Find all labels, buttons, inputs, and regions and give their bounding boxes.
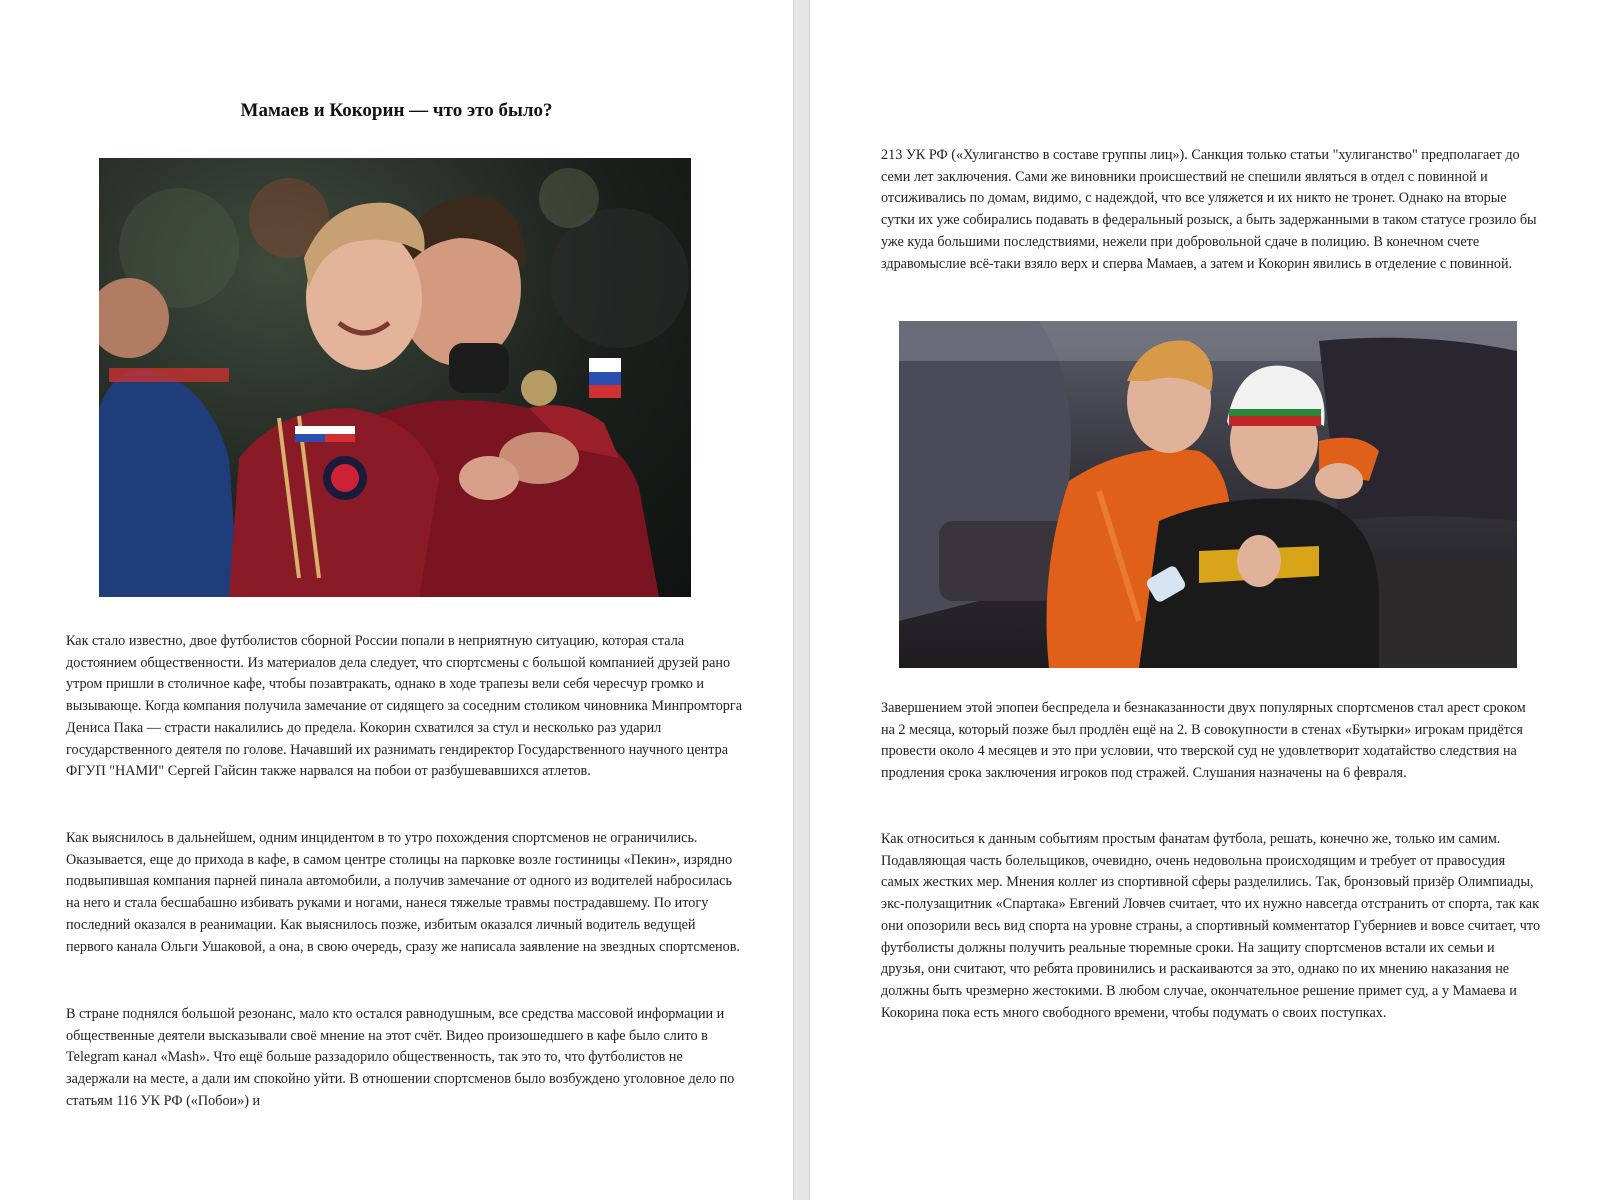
- article-title: Мамаев и Кокорин — что это было?: [240, 100, 553, 121]
- document-page-right: [810, 0, 1600, 1200]
- article-paragraph: Как выяснилось в дальнейшем, одним инцидентом в то утро похождения спортсменов не ограничились. Оказывается, еще до прихода в кафе, в самом центре столицы на парковке возле гостиницы «Пекин», изрядно подвыпившая компания парней пинала автомобили, а получив замечание от одного из водителей набросилась на него и стала бесшабашно избивать руками и ногами, нанеся тяжелые травмы пострадавшему. По итогу последний оказался в реанимации. Как выяснилось позже, избитым оказался личный водитель ведущей первого канала Ольги Ушаковой, а она, в свою очередь, сразу же написала заявление на звездных спортсменов.: [66, 830, 740, 955]
- photo-footballers: [99, 158, 691, 597]
- document-page-left: [0, 0, 793, 1200]
- article-paragraph: 213 УК РФ («Хулиганство в составе группы лиц»). Санкция только статьи "хулиганство" предполагает до семи лет заключения. Сами же виновники происшествий не спешили являться в отдел с повинной и отсиживались по домам, видимо, с надеждой, что все уляжется и их никто не тронет. Однако на вторые сутки их уже собирались подавать в федеральный розыск, а быть задержанными в таком статусе грозило бы уже куда большими последствиями, нежели при добровольной сдаче в полицию. В конечном счете здравомыслие всё-таки взяло верх и сперва Мамаев, а затем и Кокорин явились в отделение с повинной.: [881, 147, 1537, 272]
- article-paragraph: Завершением этой эпопеи беспредела и безнаказанности двух популярных спортсменов стал арест сроком на 2 месяца, который позже был продлён ещё на 2. В совокупности в стенах «Бутырки» игрокам придётся провести около 4 месяцев и это при условии, что тверской суд не удовлетворит ходатайство следствия на продления срока заключения игроков под стражей. Слушания назначены на 6 февраля.: [881, 700, 1526, 782]
- article-paragraph: В стране поднялся большой резонанс, мало кто остался равнодушным, все средства массовой информации и общественные деятели высказывали своё мнение на этот счёт. Видео произошедшего в кафе было слито в Telegram канал «Mash». Что ещё больше раззадорило общественность, так это то, что футболистов не задержали на месте, а дали им спокойно уйти. В отношении спортсменов было возбуждено уголовное дело по статьям 116 УК РФ («Побои») и: [66, 1006, 735, 1109]
- article-paragraph: Как относиться к данным событиям простым фанатам футбола, решать, конечно же, только им самим. Подавляющая часть болельщиков, очевидно, очень недовольна происходящим и требует от правосудия самых жестких мер. Мнения коллег из спортивной сферы разделились. Так, бронзовый призёр Олимпиады, экс-полузащитник «Спартака» Евгений Ловчев считает, что их нужно навсегда отстранить от спорта, так как они опозорили весь вид спорта на уровне страны, а спортивный комментатор Губерниев и вовсе считает, что футболисты должны получить реальные тюремные сроки. На защиту спортсменов встали их семьи и друзья, они считают, что ребята провинились и раскаиваются за это, однако по их мнению наказания не должны быть чрезмерно жестокими. В любом случае, окончательное решение примет суд, а у Мамаева и Кокорина пока есть много свободного времени, чтобы подумать о своих поступках.: [881, 831, 1541, 1021]
- article-paragraph: Как стало известно, двое футболистов сборной России попали в неприятную ситуацию, которая стала достоянием общественности. Из материалов дела следует, что спортсмены с большой компанией друзей рано утром пришли в столичное кафе, чтобы позавтракать, однако в ходе трапезы вели себя чересчур громко и вызывающе. Когда компания получила замечание от сидящего за соседним столиком чиновника Минпромторга Дениса Пака — страсти накалились до предела. Кокорин схватился за стул и несколько раз ударил государственного деятеля по голове. Начавший их разнимать гендиректор Государственного научного центра ФГУП "НАМИ" Сергей Гайсин также нарвался на побои от разбушевавшихся атлетов.: [66, 633, 742, 780]
- page-gutter: [793, 0, 810, 1200]
- photo-players-selfie: [899, 321, 1517, 668]
